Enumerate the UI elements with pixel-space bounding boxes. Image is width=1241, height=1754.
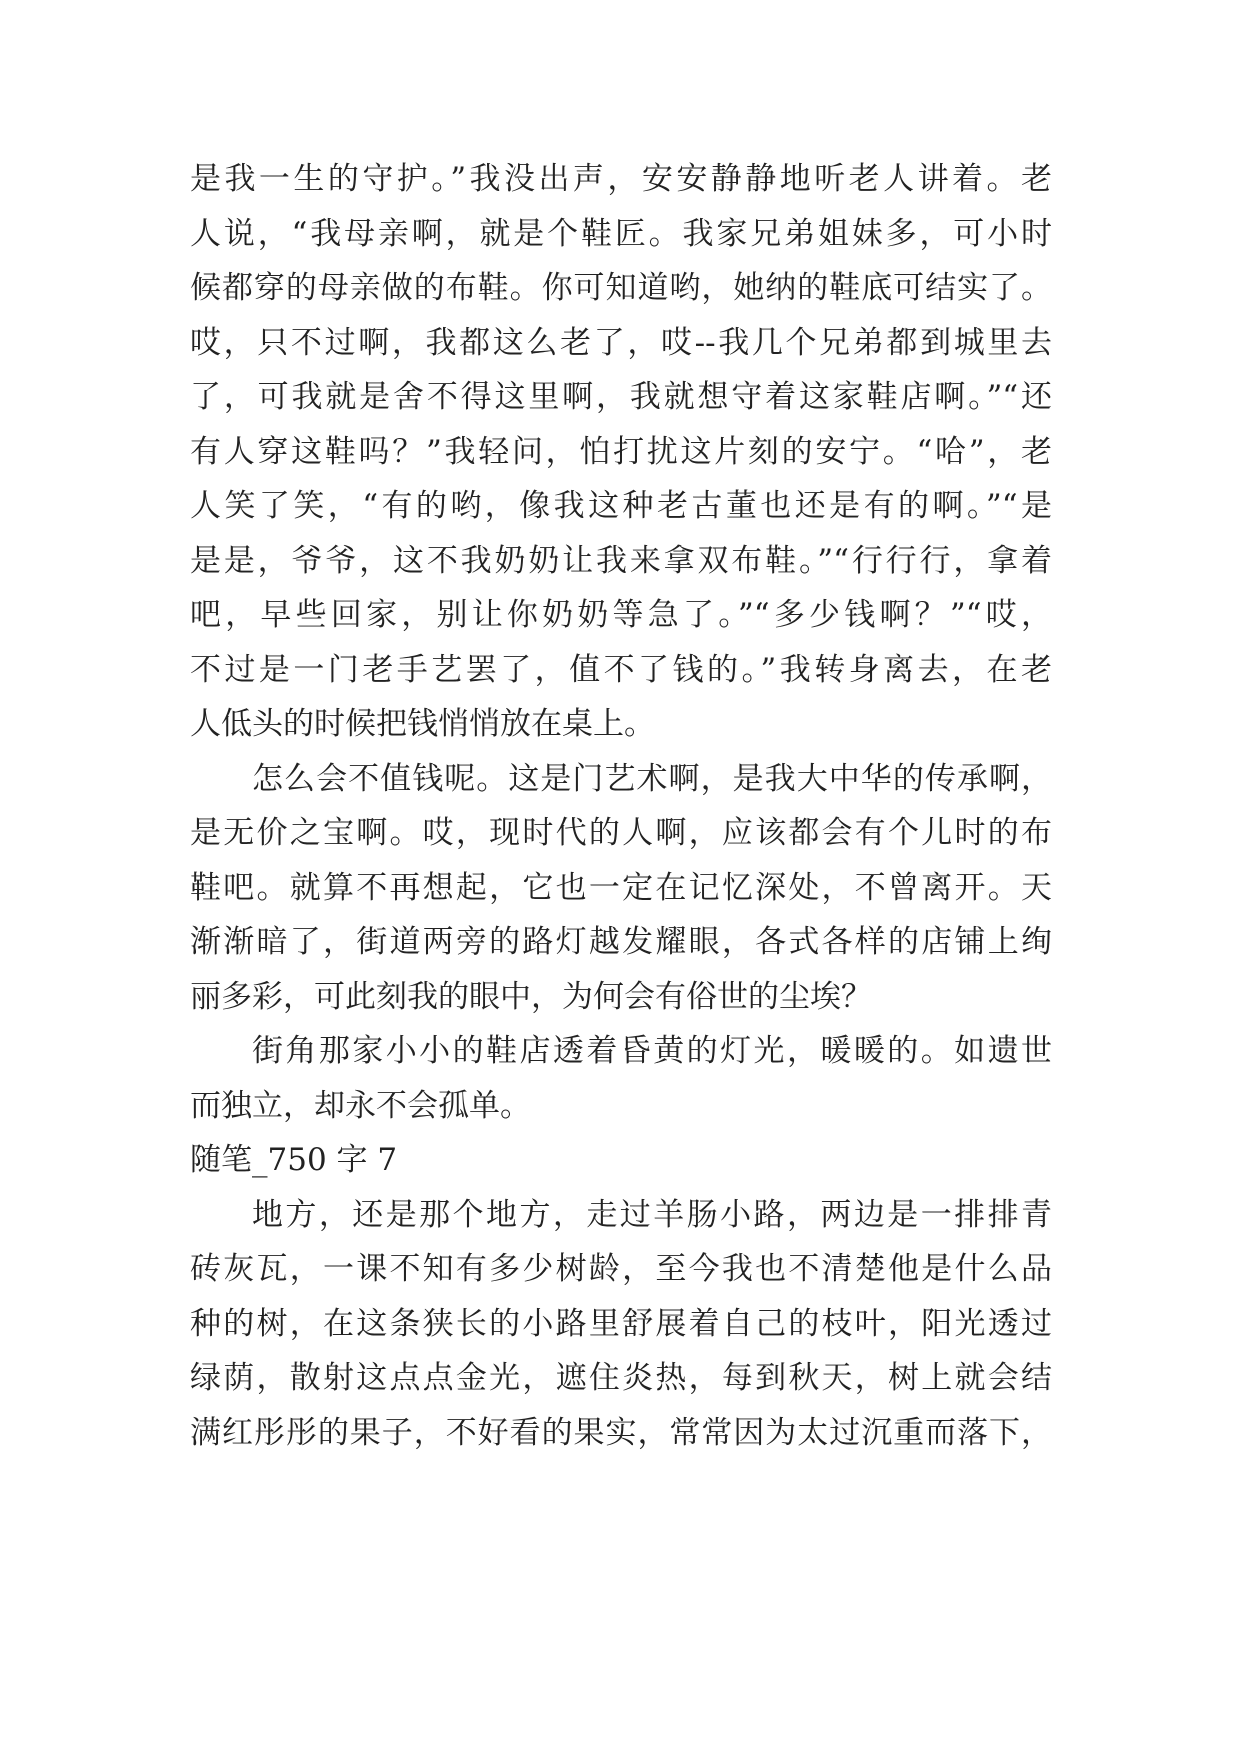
text-line: 而独立，却永不会孤单。 <box>190 1087 531 1124</box>
text-line: 人笑了笑，“有的哟，像我这种老古董也还是有的啊。”“是 <box>190 488 1052 524</box>
text-line: 街角那家小小的鞋店透着昏黄的灯光，暖暖的。如遗世 <box>252 1033 1052 1069</box>
text-line: 不过是一门老手艺罢了，值不了钱的。”我转身离去，在老 <box>190 651 1052 688</box>
text-line: 人说，“我母亲啊，就是个鞋匠。我家兄弟姐妹多，可小时 <box>190 215 1052 252</box>
text-line: 满红彤彤的果子，不好看的果实，常常因为太过沉重而落下， <box>190 1414 1052 1451</box>
text-line: 丽多彩，可此刻我的眼中，为何会有俗世的尘埃？ <box>190 978 872 1015</box>
text-line: 怎么会不值钱呢。这是门艺术啊，是我大中华的传承啊， <box>252 760 1052 797</box>
text-line: 渐渐暗了，街道两旁的路灯越发耀眼，各式各样的店铺上绚 <box>190 924 1052 960</box>
text-line: 地方，还是那个地方，走过羊肠小路，两边是一排排青 <box>252 1196 1052 1233</box>
text-line: 候都穿的母亲做的布鞋。你可知道哟，她纳的鞋底可结实了。 <box>190 270 1052 306</box>
text-line: 种的树，在这条狭长的小路里舒展着自己的枝叶，阳光透过 <box>190 1305 1052 1342</box>
text-line: 是我一生的守护。”我没出声，安安静静地听老人讲着。老 <box>190 161 1052 197</box>
text-line: 是无价之宝啊。哎，现时代的人啊，应该都会有个儿时的布 <box>190 815 1052 851</box>
text-line: 人低头的时候把钱悄悄放在桌上。 <box>190 706 655 742</box>
text-line: 有人穿这鞋吗？”我轻问，怕打扰这片刻的安宁。“哈”，老 <box>190 433 1052 470</box>
text-line: 吧，早些回家，别让你奶奶等急了。”“多少钱啊？”“哎， <box>190 597 1052 633</box>
document-body <box>190 152 1052 1460</box>
text-line: 是是，爷爷，这不我奶奶让我来拿双布鞋。”“行行行，拿着 <box>190 542 1052 579</box>
text-line: 鞋吧。就算不再想起，它也一定在记忆深处，不曾离开。天 <box>190 869 1052 906</box>
section-heading: 随笔_750 字 7 <box>190 1142 398 1178</box>
text-line: 哎，只不过啊，我都这么老了，哎--我几个兄弟都到城里去 <box>190 324 1052 361</box>
text-line: 了，可我就是舍不得这里啊，我就想守着这家鞋店啊。”“还 <box>190 379 1052 415</box>
text-line: 砖灰瓦，一课不知有多少树龄，至今我也不清楚他是什么品 <box>190 1251 1052 1287</box>
text-line: 绿荫，散射这点点金光，遮住炎热，每到秋天，树上就会结 <box>190 1360 1052 1396</box>
